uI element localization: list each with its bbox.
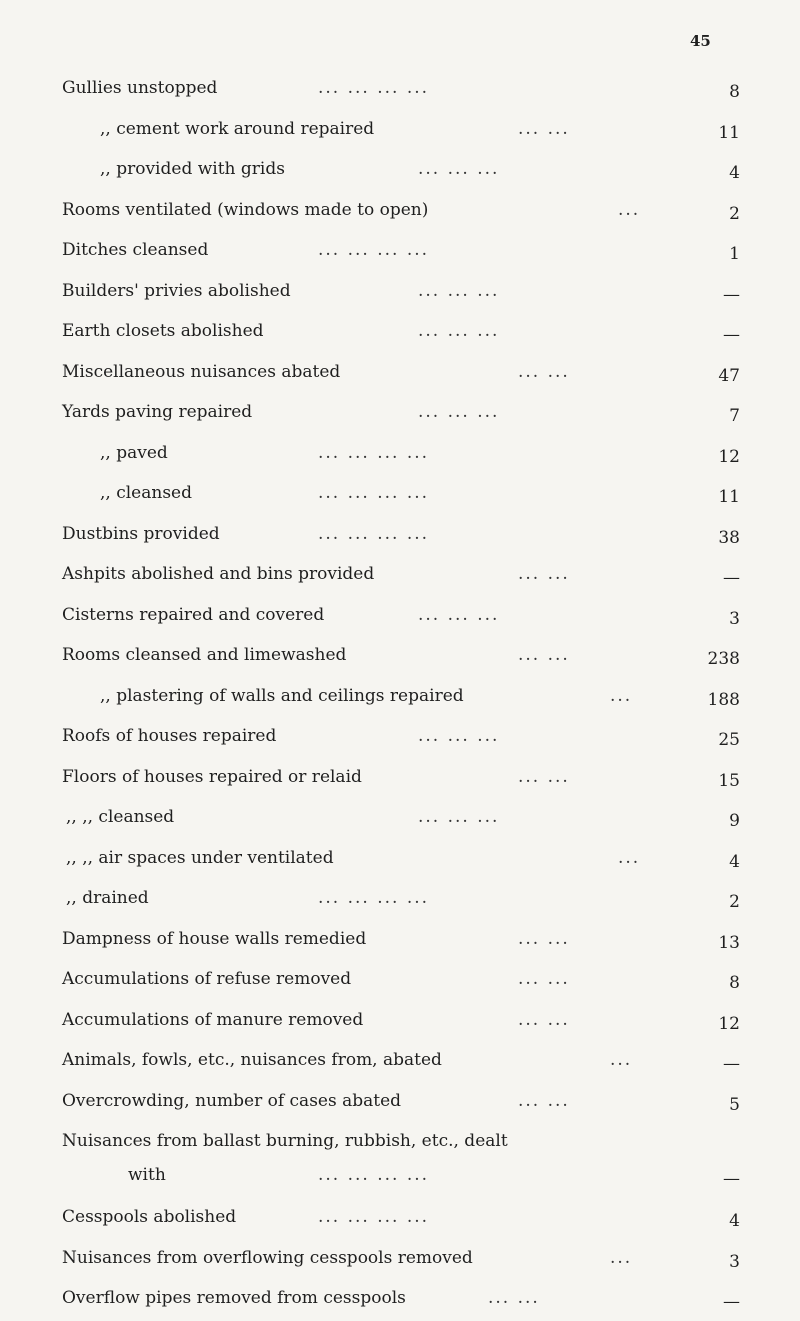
leader-dots: ... ... ... xyxy=(418,807,500,827)
row-value: — xyxy=(723,1292,740,1312)
leader-dots: ... ... xyxy=(518,118,570,139)
row-label: ,, plastering of walls and ceilings repaired xyxy=(100,685,464,706)
leader-dots: ... xyxy=(610,1247,633,1268)
row-value: 38 xyxy=(718,527,740,548)
table-row xyxy=(0,840,800,881)
row-label: Floors of houses repaired or relaid xyxy=(62,766,362,787)
row-value: 4 xyxy=(729,163,740,183)
row-value: 7 xyxy=(729,406,740,426)
row-value: 12 xyxy=(718,446,740,467)
leader-dots: ... ... ... ... xyxy=(318,888,430,908)
row-label: ,, cement work around repaired xyxy=(100,118,375,139)
row-label: Accumulations of manure removed xyxy=(62,1009,364,1030)
leader-dots: ... ... ... ... xyxy=(318,240,430,260)
table-row xyxy=(0,394,800,435)
table-row xyxy=(0,1123,800,1199)
leader-dots: ... ... ... ... xyxy=(318,523,430,544)
leader-dots: ... xyxy=(610,685,633,706)
row-label: Dustbins provided xyxy=(62,523,220,544)
row-value: 3 xyxy=(729,1251,740,1272)
page-number: 45 xyxy=(690,32,711,50)
row-label: Earth closets abolished xyxy=(62,321,264,341)
row-value: 15 xyxy=(718,770,740,791)
row-value: — xyxy=(723,1169,740,1189)
table-row xyxy=(0,475,800,516)
row-label: Animals, fowls, etc., nuisances from, abated xyxy=(62,1050,442,1070)
leader-dots: ... ... ... ... xyxy=(318,1207,430,1227)
leader-dots: ... ... xyxy=(518,1090,570,1111)
table-row xyxy=(0,192,800,233)
table-row xyxy=(0,678,800,719)
leader-dots: ... ... ... ... xyxy=(318,442,430,463)
row-value: 12 xyxy=(718,1013,740,1034)
row-label: Ashpits abolished and bins provided xyxy=(62,564,375,584)
row-label: Cisterns repaired and covered xyxy=(62,604,325,625)
leader-dots: ... xyxy=(610,1050,633,1070)
row-value: — xyxy=(723,325,740,345)
table-row xyxy=(0,1280,800,1321)
leader-dots: ... ... xyxy=(488,1288,540,1308)
row-value: — xyxy=(723,568,740,588)
leader-dots: ... ... xyxy=(518,645,570,665)
table-row xyxy=(0,111,800,152)
table-row xyxy=(0,516,800,557)
row-value: 11 xyxy=(718,487,740,507)
table-row xyxy=(0,1002,800,1043)
nuisance-table xyxy=(0,70,800,1321)
leader-dots: ... ... ... xyxy=(418,726,500,746)
row-value: 5 xyxy=(729,1094,740,1115)
table-row xyxy=(0,70,800,111)
row-value: 4 xyxy=(729,1211,740,1231)
row-label: Nuisances from ballast burning, rubbish, etc., dealt xyxy=(62,1131,508,1151)
row-label: Overflow pipes removed from cesspools xyxy=(62,1288,406,1308)
row-value: 8 xyxy=(729,82,740,102)
row-label: Ditches cleansed xyxy=(62,240,209,260)
row-label: Miscellaneous nuisances abated xyxy=(62,361,341,382)
row-label: Rooms cleansed and limewashed xyxy=(62,645,347,665)
table-row xyxy=(0,232,800,273)
leader-dots: ... ... xyxy=(518,928,570,949)
row-label: ,, ,, cleansed xyxy=(66,807,175,827)
row-label: Dampness of house walls remedied xyxy=(62,928,367,949)
row-value: 11 xyxy=(718,122,740,143)
row-value: 25 xyxy=(718,730,740,750)
row-value: 47 xyxy=(718,365,740,386)
table-row xyxy=(0,921,800,962)
row-value: 188 xyxy=(707,689,740,710)
row-value: 2 xyxy=(729,892,740,912)
table-row xyxy=(0,313,800,354)
row-label: ,, drained xyxy=(66,888,149,908)
row-value: 8 xyxy=(729,973,740,993)
row-value: 238 xyxy=(707,649,740,669)
row-value: — xyxy=(723,1054,740,1074)
row-label-continuation: with xyxy=(128,1165,166,1185)
table-row xyxy=(0,637,800,678)
table-row xyxy=(0,151,800,192)
row-label: ,, provided with grids xyxy=(100,159,285,179)
table-row xyxy=(0,799,800,840)
row-value: — xyxy=(723,284,740,305)
table-row xyxy=(0,435,800,476)
table-row xyxy=(0,556,800,597)
table-row xyxy=(0,1199,800,1240)
row-label: Builders' privies abolished xyxy=(62,280,291,301)
leader-dots: ... xyxy=(618,199,641,220)
table-row xyxy=(0,961,800,1002)
table-row xyxy=(0,354,800,395)
leader-dots: ... ... xyxy=(518,564,570,584)
row-value: 2 xyxy=(729,203,740,224)
row-label: Roofs of houses repaired xyxy=(62,726,277,746)
leader-dots: ... ... ... xyxy=(418,604,500,625)
row-label: Overcrowding, number of cases abated xyxy=(62,1090,402,1111)
table-row xyxy=(0,273,800,314)
row-value: 3 xyxy=(729,608,740,629)
row-label: ,, ,, air spaces under ventilated xyxy=(66,847,334,868)
leader-dots: ... ... ... xyxy=(418,402,500,422)
leader-dots: ... ... xyxy=(518,361,570,382)
leader-dots: ... ... ... xyxy=(418,280,500,301)
leader-dots: ... ... ... ... xyxy=(318,1165,430,1185)
leader-dots: ... ... ... xyxy=(418,159,500,179)
row-label: Yards paving repaired xyxy=(62,402,253,422)
leader-dots: ... ... xyxy=(518,766,570,787)
table-row xyxy=(0,597,800,638)
row-label: ,, cleansed xyxy=(100,483,192,503)
row-label: Gullies unstopped xyxy=(62,78,218,98)
row-value: 4 xyxy=(729,851,740,872)
leader-dots: ... ... xyxy=(518,969,570,989)
leader-dots: ... ... xyxy=(518,1009,570,1030)
row-value: 1 xyxy=(729,244,740,264)
leader-dots: ... xyxy=(618,847,641,868)
row-label: Rooms ventilated (windows made to open) xyxy=(62,199,429,220)
row-label: Accumulations of refuse removed xyxy=(62,969,352,989)
table-row xyxy=(0,718,800,759)
table-row xyxy=(0,1042,800,1083)
table-row xyxy=(0,1083,800,1124)
table-row xyxy=(0,1240,800,1281)
row-label: Cesspools abolished xyxy=(62,1207,237,1227)
row-label: ,, paved xyxy=(100,442,168,463)
row-label: Nuisances from overflowing cesspools removed xyxy=(62,1247,473,1268)
leader-dots: ... ... ... ... xyxy=(318,78,430,98)
row-value: 13 xyxy=(718,932,740,953)
leader-dots: ... ... ... xyxy=(418,321,500,341)
leader-dots: ... ... ... ... xyxy=(318,483,430,503)
table-row xyxy=(0,759,800,800)
row-value: 9 xyxy=(729,811,740,831)
table-row xyxy=(0,880,800,921)
